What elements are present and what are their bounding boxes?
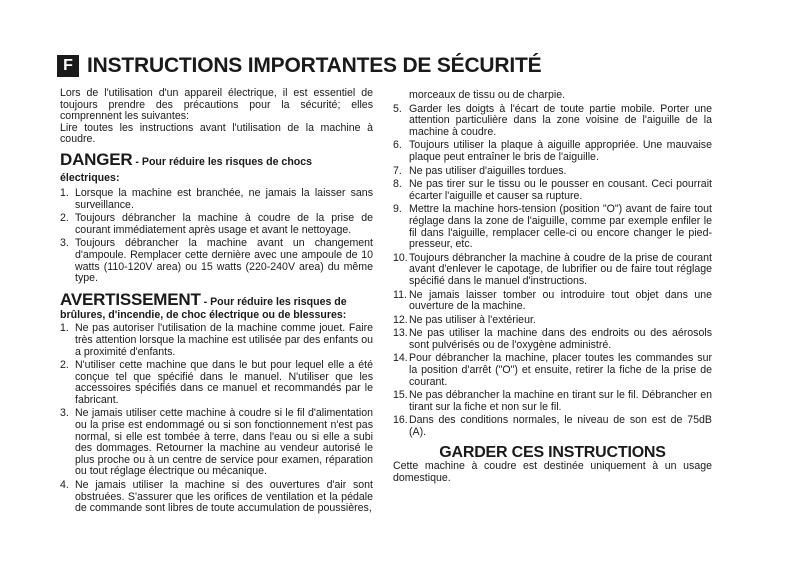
item-text: Ne jamais utiliser la machine si des ouvertures d'air sont obstruées. S'assurer que les orifices de ventilation et la pédale de commande sont libres de toute accumulation de poussières,	[75, 479, 373, 515]
list-item	[60, 323, 373, 358]
list-item	[393, 390, 712, 413]
item-4-continued: morceaux de tissu ou de charpie.	[409, 89, 566, 101]
item-number: 11.	[393, 288, 407, 301]
item-text: Toujours débrancher la machine avant un changement d'ampoule. Remplacer cette dernière avec une ampoule de 10 watts (110-120V area) ou 15 watts (220-240V area) du même type.	[75, 237, 373, 285]
item-number: 10.	[393, 251, 408, 264]
language-badge: F	[57, 55, 79, 77]
intro-read-instructions: Lire toutes les instructions avant l'utilisation de la machine à coudre.	[60, 121, 373, 146]
list-item	[393, 104, 712, 139]
list-item	[393, 315, 712, 327]
danger-heading	[60, 149, 373, 186]
item-text: Ne jamais laisser tomber ou introduire tout objet dans une ouverture de la machine.	[409, 288, 712, 313]
intro-paragraph: Lors de l'utilisation d'un appareil électrique, il est essentiel de toujours prendre des précautions pour la sécurité; elles comprennent les suivantes:	[60, 87, 373, 123]
list-item	[393, 204, 712, 250]
avertissement-list-continued	[393, 104, 712, 439]
list-item	[393, 328, 712, 351]
item-number: 15.	[393, 389, 408, 402]
item-text: Toujours utiliser la plaque à aiguille appropriée. Une mauvaise plaque peut entraîner le bris de l'aiguille.	[409, 139, 712, 163]
list-item	[393, 290, 712, 313]
item-text: Mettre la machine hors-tension (position "O") avant de faire tout réglage dans la zone de l'aiguille, comme par exemple enfiler le fil dans l'aiguille, remplacer celle-ci ou encore changer le pied-presseur, etc.	[409, 203, 712, 251]
item-number: 3.	[60, 237, 69, 250]
left-column	[60, 88, 373, 517]
list-item	[393, 353, 712, 388]
list-item	[393, 179, 712, 202]
item-number: 8.	[393, 178, 402, 191]
item-text: Pour débrancher la machine, placer toutes les commandes sur la position d'arrêt ("O") et ensuite, retirer la fiche de la prise de courant.	[409, 352, 712, 388]
avertissement-title: AVERTISSEMENT	[60, 289, 201, 309]
right-column	[393, 90, 712, 484]
item-text: Ne pas autoriser l'utilisation de la machine comme jouet. Faire très attention lorsque la machine est utilisée par des enfants ou a proximité d'enfants.	[75, 322, 373, 358]
danger-list	[60, 188, 373, 285]
list-item	[60, 238, 373, 284]
avertissement-subtitle: - Pour réduire les risques de	[200, 295, 347, 308]
intro	[60, 88, 373, 146]
item-number: 3.	[60, 407, 69, 420]
item-number: 6.	[393, 139, 402, 152]
page-title: INSTRUCTIONS IMPORTANTES DE SÉCURITÉ	[87, 54, 542, 77]
list-item	[60, 480, 373, 515]
item-text: Lorsque la machine est branchée, ne jamais la laisser sans surveillance.	[75, 186, 373, 211]
list-item	[60, 213, 373, 236]
list-item	[393, 253, 712, 288]
avertissement-subtitle-line2: brûlures, d'incendie, de choc électrique ou de blessures:	[60, 308, 347, 321]
item-text: Ne pas utiliser la machine dans des endroits ou des aérosols sont pulvérisés ou de l'oxygène administré.	[409, 327, 712, 351]
item-number: 16.	[393, 414, 408, 427]
list-item	[393, 166, 712, 178]
item-text: Ne jamais utiliser cette machine à coudre si le fil d'alimentation ou la prise est endommagé ou si son fonctionnement n'est pas normal, si elle est tombée à terre, dans l'eau ou si elle a subi des dommages. Retourner la machine au vendeur autorisé le plus proche ou à un centre de service pour examen, réparation ou tout réglage électrique ou mécanique.	[75, 407, 373, 478]
avertissement-heading	[60, 289, 373, 322]
item-number: 14.	[393, 352, 408, 365]
item-number: 1.	[60, 322, 69, 335]
item-number: 2.	[60, 212, 69, 225]
item-number: 1.	[60, 186, 69, 199]
item-number: 2.	[60, 359, 69, 372]
item-text: Ne pas utiliser à l'extérieur.	[409, 313, 536, 326]
list-item	[60, 188, 373, 211]
list-item	[60, 408, 373, 478]
item-text: Dans des conditions normales, le niveau de son est de 75dB (A).	[409, 414, 712, 439]
item-text: Ne pas tirer sur le tissu ou le pousser en cousant. Ceci pourrait écarter l'aiguille et causer sa rupture.	[409, 178, 712, 202]
danger-title: DANGER	[60, 149, 133, 169]
page-header	[57, 52, 541, 80]
list-item	[60, 360, 373, 406]
item-text: Ne pas utiliser d'aiguilles tordues.	[409, 164, 567, 177]
garder-heading: GARDER CES INSTRUCTIONS	[439, 443, 666, 461]
item-number: 4.	[60, 479, 69, 492]
list-item	[393, 140, 712, 163]
item-text: N'utiliser cette machine que dans le but pour lequel elle a été conçue tel que spécifié dans le manuel. N'utiliser que les accessoires spécifiés dans ce manuel et recommandés par le fabricant.	[75, 359, 373, 406]
item-number: 13.	[393, 327, 408, 340]
item-number: 9.	[393, 203, 402, 216]
item-text: Toujours débrancher la machine à coudre de la prise de courant immédiatement après usage et avant le nettoyage.	[75, 212, 373, 236]
garder-text: Cette machine à coudre est destinée uniquement à un usage domestique.	[393, 460, 712, 484]
item-number: 12.	[393, 313, 408, 326]
danger-subtitle: - Pour réduire les risques de chocs électriques:	[60, 155, 313, 184]
item-number: 5.	[393, 102, 402, 115]
avertissement-list	[60, 323, 373, 515]
list-item	[393, 415, 712, 438]
item-number: 7.	[393, 164, 402, 177]
item-text: Toujours débrancher la machine à coudre de la prise de courant avant d'enlever le capotage, de lubrifier ou de faire tout réglage spécifié dans le manuel d'instructions.	[409, 251, 712, 287]
item-text: Garder les doigts à l'écart de toute partie mobile. Porter une attention particulière dans la zone voisine de l'aiguille de la machine à coudre.	[409, 102, 712, 138]
item-text: Ne pas débrancher la machine en tirant sur le fil. Débrancher en tirant sur la fiche et non sur le fil.	[409, 389, 712, 413]
